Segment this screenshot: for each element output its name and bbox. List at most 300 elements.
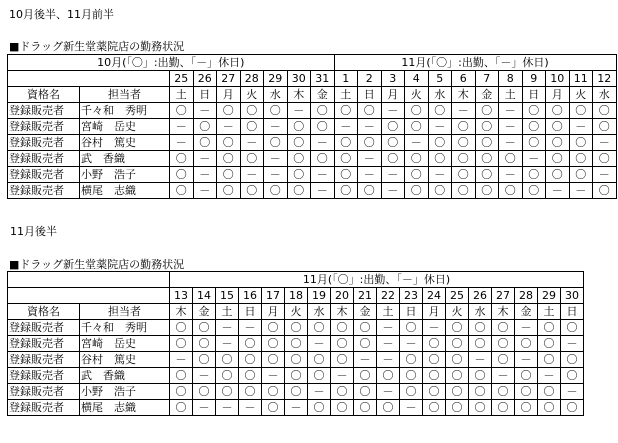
attendance-mark: 〇	[538, 336, 561, 352]
attendance-mark: 〇	[405, 103, 429, 119]
role-cell: 登録販売者	[8, 119, 80, 135]
weekday-row	[8, 87, 617, 103]
date-cell: 9	[522, 71, 546, 87]
attendance-mark: 〇	[546, 103, 570, 119]
attendance-mark: 〇	[358, 183, 382, 199]
attendance-mark: －	[239, 400, 262, 416]
date-row	[8, 71, 617, 87]
attendance-mark: 〇	[522, 167, 546, 183]
attendance-mark: 〇	[475, 119, 499, 135]
attendance-mark: －	[217, 119, 241, 135]
attendance-mark: －	[358, 167, 382, 183]
attendance-mark: －	[428, 167, 452, 183]
attendance-mark: 〇	[515, 400, 538, 416]
attendance-mark: －	[358, 151, 382, 167]
attendance-mark: 〇	[377, 400, 400, 416]
attendance-mark: －	[170, 352, 193, 368]
weekday-cell: 火	[569, 87, 593, 103]
attendance-mark: 〇	[358, 103, 382, 119]
attendance-mark: 〇	[287, 183, 311, 199]
attendance-mark: 〇	[334, 167, 358, 183]
attendance-mark: 〇	[492, 400, 515, 416]
month-header-row	[8, 55, 617, 71]
attendance-mark: －	[522, 151, 546, 167]
attendance-mark: 〇	[452, 135, 476, 151]
attendance-mark: －	[334, 119, 358, 135]
attendance-mark: 〇	[217, 151, 241, 167]
attendance-mark: 〇	[515, 368, 538, 384]
weekday-cell: 金	[475, 87, 499, 103]
attendance-mark: 〇	[217, 183, 241, 199]
attendance-mark: 〇	[593, 103, 617, 119]
attendance-mark: 〇	[354, 336, 377, 352]
date-cell: 26	[469, 288, 492, 304]
attendance-mark: 〇	[285, 368, 308, 384]
attendance-mark: 〇	[593, 183, 617, 199]
attendance-mark: －	[308, 336, 331, 352]
weekday-cell: 日	[400, 304, 423, 320]
attendance-mark: 〇	[561, 320, 584, 336]
role-cell: 登録販売者	[8, 103, 80, 119]
date-cell: 25	[170, 71, 194, 87]
date-cell: 7	[475, 71, 499, 87]
date-cell: 11	[569, 71, 593, 87]
attendance-mark: －	[331, 368, 354, 384]
weekday-cell: 土	[377, 304, 400, 320]
date-row-blank	[8, 288, 170, 304]
date-cell: 12	[593, 71, 617, 87]
weekday-cell: 日	[522, 87, 546, 103]
attendance-mark: －	[240, 167, 264, 183]
attendance-mark: 〇	[515, 384, 538, 400]
attendance-mark: 〇	[569, 167, 593, 183]
attendance-mark: 〇	[285, 384, 308, 400]
date-cell: 21	[354, 288, 377, 304]
attendance-mark: 〇	[193, 384, 216, 400]
staff-name-cell: 小野 浩子	[80, 167, 170, 183]
attendance-mark: 〇	[354, 400, 377, 416]
staff-name-cell: 小野 浩子	[80, 384, 170, 400]
date-cell: 14	[193, 288, 216, 304]
attendance-mark: 〇	[170, 183, 194, 199]
attendance-mark: 〇	[285, 336, 308, 352]
attendance-mark: 〇	[354, 320, 377, 336]
weekday-cell: 金	[354, 304, 377, 320]
attendance-mark: －	[546, 183, 570, 199]
staff-name-cell: 横尾 志織	[80, 400, 170, 416]
attendance-mark: －	[193, 368, 216, 384]
attendance-mark: －	[216, 336, 239, 352]
date-cell: 23	[400, 288, 423, 304]
attendance-mark: －	[381, 167, 405, 183]
weekday-cell: 火	[405, 87, 429, 103]
month-header-blank	[8, 272, 170, 288]
attendance-mark: －	[262, 368, 285, 384]
section-heading-nov: 11月後半	[10, 225, 57, 238]
attendance-mark: －	[193, 183, 217, 199]
weekday-cell: 日	[561, 304, 584, 320]
attendance-mark: －	[499, 119, 523, 135]
attendance-mark: 〇	[217, 103, 241, 119]
attendance-mark: 〇	[400, 320, 423, 336]
attendance-mark: －	[193, 151, 217, 167]
attendance-mark: 〇	[423, 368, 446, 384]
attendance-mark: －	[469, 352, 492, 368]
attendance-mark: 〇	[239, 336, 262, 352]
attendance-mark: 〇	[334, 103, 358, 119]
attendance-mark: 〇	[311, 151, 335, 167]
attendance-mark: －	[264, 119, 288, 135]
attendance-mark: 〇	[469, 400, 492, 416]
attendance-mark: 〇	[593, 151, 617, 167]
date-cell: 5	[428, 71, 452, 87]
attendance-mark: 〇	[239, 384, 262, 400]
attendance-mark: 〇	[446, 400, 469, 416]
weekday-cell: 土	[499, 87, 523, 103]
attendance-mark: 〇	[475, 135, 499, 151]
attendance-mark: 〇	[446, 320, 469, 336]
attendance-mark: 〇	[522, 135, 546, 151]
attendance-mark: －	[499, 135, 523, 151]
attendance-mark: 〇	[469, 384, 492, 400]
table-row	[8, 151, 617, 167]
attendance-mark: 〇	[287, 151, 311, 167]
attendance-mark: 〇	[538, 352, 561, 368]
attendance-mark: 〇	[193, 119, 217, 135]
attendance-mark: －	[308, 384, 331, 400]
attendance-mark: 〇	[452, 119, 476, 135]
attendance-mark: －	[593, 167, 617, 183]
staff-name-cell: 千々和 秀明	[80, 320, 170, 336]
attendance-mark: 〇	[492, 352, 515, 368]
attendance-mark: 〇	[264, 103, 288, 119]
attendance-mark: 〇	[170, 320, 193, 336]
role-cell: 登録販売者	[8, 352, 80, 368]
attendance-mark: －	[264, 167, 288, 183]
date-row	[8, 288, 584, 304]
attendance-mark: 〇	[381, 119, 405, 135]
attendance-mark: 〇	[287, 167, 311, 183]
date-cell: 17	[262, 288, 285, 304]
attendance-mark: －	[193, 400, 216, 416]
attendance-mark: 〇	[522, 183, 546, 199]
attendance-mark: 〇	[475, 103, 499, 119]
role-cell: 登録販売者	[8, 151, 80, 167]
date-cell: 6	[452, 71, 476, 87]
date-cell: 30	[287, 71, 311, 87]
date-cell: 15	[216, 288, 239, 304]
staff-name-cell: 谷村 篤史	[80, 135, 170, 151]
attendance-mark: －	[569, 119, 593, 135]
attendance-mark: －	[400, 336, 423, 352]
date-cell: 13	[170, 288, 193, 304]
attendance-mark: 〇	[170, 368, 193, 384]
attendance-mark: －	[239, 320, 262, 336]
attendance-mark: 〇	[381, 135, 405, 151]
attendance-mark: 〇	[446, 352, 469, 368]
attendance-mark: 〇	[569, 151, 593, 167]
attendance-mark: 〇	[240, 151, 264, 167]
attendance-mark: 〇	[262, 400, 285, 416]
attendance-mark: 〇	[475, 151, 499, 167]
attendance-mark: 〇	[492, 384, 515, 400]
attendance-mark: －	[193, 167, 217, 183]
weekday-cell: 日	[358, 87, 382, 103]
attendance-mark: 〇	[475, 183, 499, 199]
staff-name-cell: 武 香織	[80, 368, 170, 384]
attendance-mark: 〇	[240, 183, 264, 199]
attendance-mark: 〇	[170, 336, 193, 352]
weekday-cell: 水	[308, 304, 331, 320]
date-cell: 29	[538, 288, 561, 304]
table-row	[8, 167, 617, 183]
weekday-cell: 土	[538, 304, 561, 320]
attendance-mark: 〇	[331, 400, 354, 416]
attendance-mark: 〇	[331, 336, 354, 352]
attendance-mark: －	[311, 167, 335, 183]
attendance-mark: 〇	[452, 183, 476, 199]
attendance-mark: －	[287, 103, 311, 119]
date-cell: 18	[285, 288, 308, 304]
date-cell: 20	[331, 288, 354, 304]
attendance-mark: 〇	[405, 167, 429, 183]
weekday-cell: 木	[170, 304, 193, 320]
attendance-mark: 〇	[358, 135, 382, 151]
role-column-header: 資格名	[8, 87, 80, 103]
attendance-mark: －	[452, 103, 476, 119]
attendance-mark: 〇	[405, 151, 429, 167]
attendance-mark: 〇	[217, 135, 241, 151]
date-cell: 26	[193, 71, 217, 87]
date-cell: 22	[377, 288, 400, 304]
weekday-cell: 月	[423, 304, 446, 320]
table-subtitle-2: ■ドラッグ新生堂薬院店の勤務状況	[9, 258, 185, 271]
attendance-mark: 〇	[428, 183, 452, 199]
attendance-mark: 〇	[446, 368, 469, 384]
weekday-cell: 木	[331, 304, 354, 320]
attendance-mark: －	[311, 183, 335, 199]
attendance-mark: 〇	[334, 135, 358, 151]
date-cell: 2	[358, 71, 382, 87]
attendance-mark: －	[358, 119, 382, 135]
weekday-cell: 金	[311, 87, 335, 103]
attendance-mark: 〇	[264, 183, 288, 199]
attendance-mark: 〇	[515, 336, 538, 352]
attendance-mark: －	[515, 320, 538, 336]
role-column-header: 資格名	[8, 304, 80, 320]
table-row	[8, 103, 617, 119]
date-cell: 19	[308, 288, 331, 304]
name-column-header: 担当者	[80, 304, 170, 320]
attendance-mark: 〇	[170, 103, 194, 119]
attendance-mark: 〇	[193, 135, 217, 151]
table-row	[8, 368, 584, 384]
attendance-mark: 〇	[262, 352, 285, 368]
attendance-mark: 〇	[287, 119, 311, 135]
attendance-mark: 〇	[469, 336, 492, 352]
weekday-cell: 火	[285, 304, 308, 320]
attendance-mark: 〇	[569, 135, 593, 151]
attendance-mark: 〇	[308, 400, 331, 416]
date-row-blank	[8, 71, 170, 87]
attendance-mark: 〇	[593, 119, 617, 135]
attendance-mark: 〇	[331, 320, 354, 336]
attendance-mark: 〇	[405, 119, 429, 135]
role-cell: 登録販売者	[8, 167, 80, 183]
month-label-november: 11月(「〇」:出勤、「－」休日)	[170, 272, 584, 288]
weekday-cell: 金	[193, 304, 216, 320]
attendance-mark: －	[499, 167, 523, 183]
attendance-mark: －	[193, 103, 217, 119]
attendance-mark: 〇	[193, 352, 216, 368]
staff-name-cell: 横尾 志織	[80, 183, 170, 199]
attendance-mark: 〇	[170, 400, 193, 416]
role-cell: 登録販売者	[8, 400, 80, 416]
table-row	[8, 135, 617, 151]
attendance-mark: 〇	[428, 103, 452, 119]
attendance-mark: 〇	[561, 368, 584, 384]
attendance-mark: －	[216, 320, 239, 336]
attendance-mark: 〇	[546, 167, 570, 183]
weekday-cell: 木	[492, 304, 515, 320]
attendance-mark: 〇	[423, 400, 446, 416]
attendance-mark: 〇	[262, 336, 285, 352]
attendance-mark: 〇	[193, 320, 216, 336]
section-heading-oct-nov: 10月後半、11月前半	[9, 8, 114, 21]
attendance-mark: 〇	[170, 151, 194, 167]
attendance-mark: 〇	[428, 135, 452, 151]
date-cell: 29	[264, 71, 288, 87]
attendance-mark: 〇	[446, 336, 469, 352]
attendance-mark: 〇	[287, 135, 311, 151]
date-cell: 30	[561, 288, 584, 304]
attendance-mark: －	[377, 384, 400, 400]
attendance-mark: －	[499, 103, 523, 119]
weekday-cell: 水	[469, 304, 492, 320]
attendance-mark: －	[285, 400, 308, 416]
attendance-mark: 〇	[285, 320, 308, 336]
attendance-mark: 〇	[492, 320, 515, 336]
role-cell: 登録販売者	[8, 135, 80, 151]
weekday-cell: 日	[239, 304, 262, 320]
staff-name-cell: 宮崎 岳史	[80, 119, 170, 135]
date-cell: 1	[334, 71, 358, 87]
month-label-october: 10月(「〇」:出勤、「－」休日)	[8, 55, 335, 71]
name-column-header: 担当者	[80, 87, 170, 103]
attendance-mark: 〇	[492, 336, 515, 352]
attendance-mark: 〇	[546, 135, 570, 151]
attendance-mark: 〇	[239, 368, 262, 384]
attendance-mark: 〇	[499, 183, 523, 199]
weekday-cell: 水	[593, 87, 617, 103]
attendance-mark: 〇	[240, 119, 264, 135]
role-cell: 登録販売者	[8, 336, 80, 352]
table-row	[8, 119, 617, 135]
attendance-mark: －	[515, 352, 538, 368]
table-row	[8, 183, 617, 199]
attendance-mark: 〇	[354, 368, 377, 384]
attendance-mark: 〇	[538, 400, 561, 416]
attendance-mark: 〇	[561, 400, 584, 416]
table-row	[8, 384, 584, 400]
attendance-mark: 〇	[400, 368, 423, 384]
attendance-mark: －	[538, 368, 561, 384]
weekday-cell: 金	[515, 304, 538, 320]
table-row	[8, 336, 584, 352]
attendance-mark: －	[377, 336, 400, 352]
date-cell: 31	[311, 71, 335, 87]
attendance-mark: 〇	[546, 151, 570, 167]
attendance-mark: 〇	[239, 352, 262, 368]
table-row	[8, 400, 584, 416]
role-cell: 登録販売者	[8, 384, 80, 400]
attendance-mark: 〇	[522, 103, 546, 119]
attendance-mark: －	[264, 151, 288, 167]
date-cell: 27	[217, 71, 241, 87]
attendance-mark: 〇	[262, 320, 285, 336]
attendance-mark: 〇	[354, 384, 377, 400]
attendance-mark: 〇	[334, 151, 358, 167]
weekday-cell: 水	[264, 87, 288, 103]
attendance-mark: 〇	[331, 384, 354, 400]
attendance-mark: 〇	[264, 135, 288, 151]
attendance-mark: －	[216, 400, 239, 416]
schedule-table-2	[7, 271, 584, 416]
month-header-row	[8, 272, 584, 288]
weekday-cell: 土	[170, 87, 194, 103]
month-label-november: 11月(「〇」:出勤、「－」休日)	[334, 55, 616, 71]
attendance-mark: 〇	[400, 384, 423, 400]
attendance-mark: 〇	[193, 336, 216, 352]
attendance-mark: －	[170, 135, 194, 151]
attendance-mark: 〇	[469, 320, 492, 336]
attendance-mark: 〇	[381, 151, 405, 167]
date-cell: 28	[515, 288, 538, 304]
date-cell: 25	[446, 288, 469, 304]
weekday-cell: 土	[334, 87, 358, 103]
attendance-mark: －	[400, 400, 423, 416]
attendance-mark: 〇	[216, 384, 239, 400]
role-cell: 登録販売者	[8, 183, 80, 199]
attendance-mark: 〇	[499, 151, 523, 167]
attendance-mark: －	[240, 135, 264, 151]
attendance-mark: 〇	[452, 151, 476, 167]
attendance-mark: 〇	[469, 368, 492, 384]
attendance-mark: 〇	[538, 320, 561, 336]
attendance-mark: 〇	[452, 167, 476, 183]
weekday-cell: 水	[428, 87, 452, 103]
attendance-mark: 〇	[216, 352, 239, 368]
attendance-mark: 〇	[400, 352, 423, 368]
weekday-cell: 月	[546, 87, 570, 103]
attendance-mark: 〇	[311, 119, 335, 135]
attendance-mark: 〇	[216, 368, 239, 384]
attendance-mark: 〇	[423, 384, 446, 400]
weekday-cell: 月	[217, 87, 241, 103]
weekday-cell: 木	[452, 87, 476, 103]
attendance-mark: －	[569, 183, 593, 199]
weekday-row	[8, 304, 584, 320]
staff-name-cell: 武 香織	[80, 151, 170, 167]
attendance-mark: －	[593, 135, 617, 151]
role-cell: 登録販売者	[8, 320, 80, 336]
attendance-mark: 〇	[308, 352, 331, 368]
attendance-mark: 〇	[217, 167, 241, 183]
schedule-table-1	[7, 54, 617, 199]
attendance-mark: 〇	[308, 320, 331, 336]
attendance-mark: －	[428, 119, 452, 135]
date-cell: 8	[499, 71, 523, 87]
